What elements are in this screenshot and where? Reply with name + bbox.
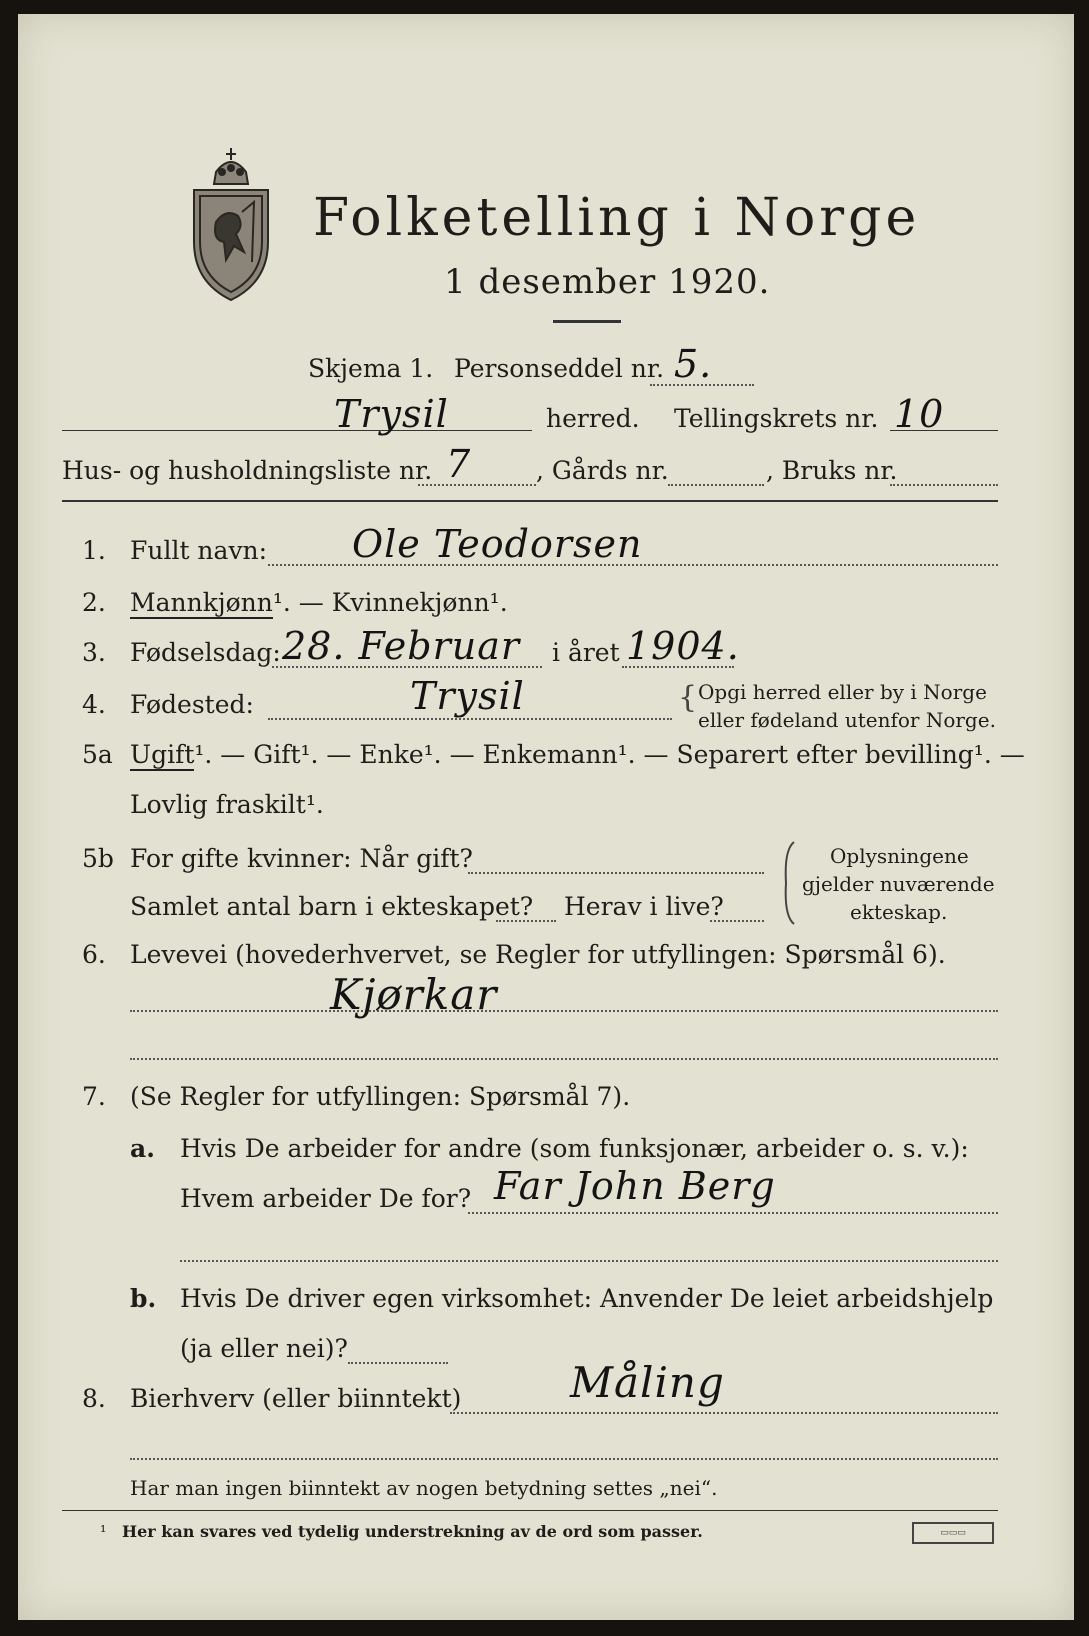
q4-label: Fødested: [130, 690, 254, 719]
employer-value[interactable]: Far John Berg [494, 1164, 776, 1208]
q8-dots-1 [450, 1412, 998, 1414]
skjema-label: Skjema 1. [308, 354, 434, 383]
q2-gender [130, 588, 508, 617]
q4-note-2: eller fødeland utenfor Norge. [698, 708, 996, 732]
q8-label: Bierhverv (eller biinntekt) [130, 1384, 462, 1413]
q8-note: Har man ingen biinntekt av nogen betydning settes „nei“. [130, 1476, 718, 1500]
hus-label: Hus- og husholdningsliste nr. [62, 456, 433, 485]
q5b-number: 5b [82, 844, 114, 873]
q5b-bracket [780, 840, 796, 926]
printer-stamp: ▭▭▭ [912, 1522, 994, 1544]
tellingskrets-label: Tellingskrets nr. [674, 404, 879, 433]
q5b-label-2: Samlet antal barn i ekteskapet? [130, 892, 534, 921]
q7b-dots [348, 1362, 448, 1364]
q5a-number: 5a [82, 740, 113, 769]
birthplace-value[interactable]: Trysil [410, 674, 525, 718]
bruks-label: , Bruks nr. [766, 456, 898, 485]
q1-label: Fullt navn: [130, 536, 268, 565]
q7b-label-1: Hvis De driver egen virksomhet: Anvender De leiet arbeidshjelp [180, 1284, 994, 1313]
q4-number: 4. [82, 690, 106, 719]
q8-dots-2 [130, 1458, 998, 1460]
q5b-note-3: ekteskap. [850, 900, 948, 924]
q6-label: Levevei (hovederhvervet, se Regler for utfyllingen: Spørsmål 6). [130, 940, 946, 969]
q5a-line2: Lovlig fraskilt¹. [130, 790, 324, 819]
side-income-value[interactable]: Måling [570, 1358, 725, 1407]
q6-number: 6. [82, 940, 106, 969]
q4-dots [268, 718, 672, 720]
q7a-label-1: Hvis De arbeider for andre (som funksjonær, arbeider o. s. v.): [180, 1134, 969, 1163]
hus-dots [418, 484, 536, 486]
q5b-label-1: For gifte kvinner: Når gift? [130, 844, 473, 873]
gards-dots [668, 484, 764, 486]
footnote-text: Her kan svares ved tydelig understrekning av de ord som passer. [122, 1522, 703, 1541]
gards-label: , Gårds nr. [536, 456, 669, 485]
form-title: Folketelling i Norge [313, 188, 921, 248]
q5b-dots-3 [710, 920, 764, 922]
q7a-dots-2 [180, 1260, 998, 1262]
ugift-option[interactable]: Ugift [130, 740, 195, 769]
q5b-dots-1 [468, 872, 764, 874]
personseddel-value[interactable]: 5. [674, 342, 713, 386]
hus-value[interactable]: 7 [446, 442, 472, 486]
bruks-dots [890, 484, 998, 486]
full-name-value[interactable]: Ole Teodorsen [352, 522, 643, 566]
q5b-note-2: gjelder nuværende [802, 872, 995, 896]
female-option[interactable]: Kvinnekjønn¹. [331, 588, 508, 617]
header-divider [62, 500, 998, 502]
footnote-mark: ¹ [100, 1522, 107, 1541]
q4-brace: { [678, 680, 698, 715]
q5a-status [130, 740, 1025, 769]
tellingskrets-value[interactable]: 10 [894, 392, 945, 436]
q7a-dots-1 [468, 1212, 998, 1214]
q6-dots-2 [130, 1058, 998, 1060]
norwegian-coat-of-arms-icon [186, 142, 276, 302]
q5b-note-1: Oplysningene [830, 844, 969, 868]
q7-number: 7. [82, 1082, 106, 1111]
q3-label: Fødselsdag: [130, 638, 281, 667]
census-date: 1 desember 1920. [444, 262, 771, 302]
birthday-value[interactable]: 28. Februar [282, 624, 521, 668]
q1-number: 1. [82, 536, 106, 565]
q8-number: 8. [82, 1384, 106, 1413]
herred-line [62, 430, 532, 431]
q2-number: 2. [82, 588, 106, 617]
q7-label: (Se Regler for utfyllingen: Spørsmål 7). [130, 1082, 631, 1111]
occupation-value[interactable]: Kjørkar [330, 970, 498, 1019]
herred-value[interactable]: Trysil [334, 392, 449, 436]
marital-options: ¹. — Gift¹. — Enke¹. — Enkemann¹. — Separert efter bevilling¹. — [194, 740, 1025, 769]
birth-year-value[interactable]: 1904. [626, 624, 740, 668]
q4-note-1: Opgi herred eller by i Norge [698, 680, 987, 704]
q5b-dots-2 [496, 920, 556, 922]
q7a-letter: a. [130, 1134, 155, 1163]
year-label: i året [552, 638, 620, 667]
q6-dots-1 [130, 1010, 998, 1012]
title-divider [553, 320, 621, 323]
personseddel-label: Personseddel nr. [454, 354, 665, 383]
q5b-label-3: Herav i live? [564, 892, 724, 921]
gender-separator: ¹. — [272, 588, 332, 617]
q7b-letter: b. [130, 1284, 157, 1313]
herred-label: herred. [546, 404, 640, 433]
q3-number: 3. [82, 638, 106, 667]
footnote-divider [62, 1510, 998, 1511]
male-option[interactable]: Mannkjønn [130, 588, 273, 617]
census-form-page [18, 14, 1074, 1620]
q7b-label-2: (ja eller nei)? [180, 1334, 348, 1363]
q7a-label-2: Hvem arbeider De for? [180, 1184, 472, 1213]
